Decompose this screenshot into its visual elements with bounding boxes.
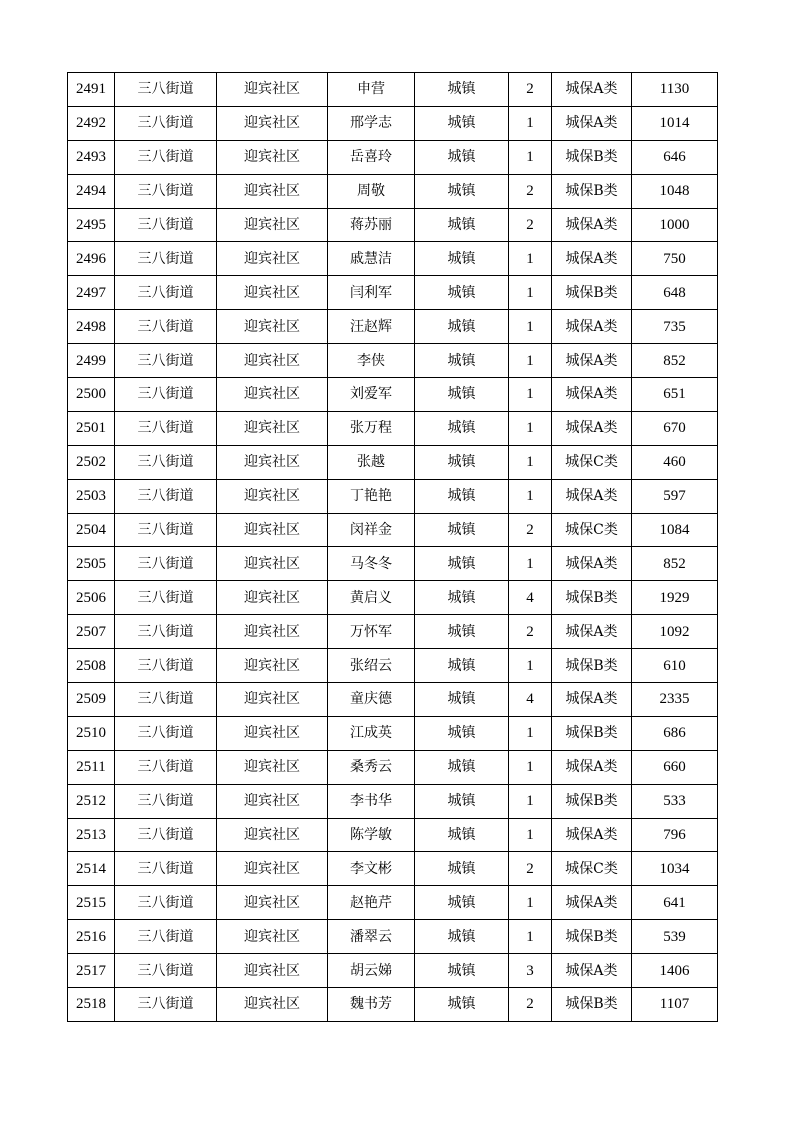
household-type-cell: 城镇 bbox=[415, 242, 509, 276]
community-cell: 迎宾社区 bbox=[217, 445, 328, 479]
insurance-category-cell: 城保B类 bbox=[552, 784, 632, 818]
amount-cell: 533 bbox=[632, 784, 718, 818]
amount-cell: 670 bbox=[632, 411, 718, 445]
amount-cell: 735 bbox=[632, 310, 718, 344]
record-number: 2499 bbox=[68, 344, 115, 378]
member-count-cell: 1 bbox=[509, 445, 552, 479]
member-count-cell: 1 bbox=[509, 140, 552, 174]
household-type-cell: 城镇 bbox=[415, 920, 509, 954]
street-cell: 三八街道 bbox=[115, 886, 217, 920]
community-cell: 迎宾社区 bbox=[217, 310, 328, 344]
household-type-cell: 城镇 bbox=[415, 344, 509, 378]
amount-cell: 1406 bbox=[632, 954, 718, 988]
amount-cell: 1107 bbox=[632, 988, 718, 1022]
table-row bbox=[68, 716, 718, 750]
street-cell: 三八街道 bbox=[115, 818, 217, 852]
amount-cell: 686 bbox=[632, 716, 718, 750]
street-cell: 三八街道 bbox=[115, 547, 217, 581]
records-table bbox=[67, 72, 718, 1022]
insurance-category-cell: 城保A类 bbox=[552, 310, 632, 344]
table-row bbox=[68, 174, 718, 208]
name-cell: 闵祥金 bbox=[328, 513, 415, 547]
name-cell: 李侠 bbox=[328, 344, 415, 378]
record-number: 2494 bbox=[68, 174, 115, 208]
insurance-category-cell: 城保C类 bbox=[552, 445, 632, 479]
household-type-cell: 城镇 bbox=[415, 615, 509, 649]
name-cell: 戚慧洁 bbox=[328, 242, 415, 276]
name-cell: 黄启义 bbox=[328, 581, 415, 615]
community-cell: 迎宾社区 bbox=[217, 716, 328, 750]
record-number: 2501 bbox=[68, 411, 115, 445]
insurance-category-cell: 城保A类 bbox=[552, 886, 632, 920]
street-cell: 三八街道 bbox=[115, 513, 217, 547]
household-type-cell: 城镇 bbox=[415, 513, 509, 547]
table-row bbox=[68, 513, 718, 547]
amount-cell: 1000 bbox=[632, 208, 718, 242]
amount-cell: 610 bbox=[632, 649, 718, 683]
table-row bbox=[68, 378, 718, 412]
name-cell: 丁艳艳 bbox=[328, 479, 415, 513]
household-type-cell: 城镇 bbox=[415, 784, 509, 818]
amount-cell: 1092 bbox=[632, 615, 718, 649]
street-cell: 三八街道 bbox=[115, 988, 217, 1022]
community-cell: 迎宾社区 bbox=[217, 581, 328, 615]
street-cell: 三八街道 bbox=[115, 378, 217, 412]
table-row bbox=[68, 784, 718, 818]
insurance-category-cell: 城保B类 bbox=[552, 716, 632, 750]
table-row bbox=[68, 479, 718, 513]
household-type-cell: 城镇 bbox=[415, 683, 509, 717]
record-number: 2514 bbox=[68, 852, 115, 886]
street-cell: 三八街道 bbox=[115, 242, 217, 276]
name-cell: 刘爱军 bbox=[328, 378, 415, 412]
community-cell: 迎宾社区 bbox=[217, 649, 328, 683]
amount-cell: 539 bbox=[632, 920, 718, 954]
table-row bbox=[68, 649, 718, 683]
household-type-cell: 城镇 bbox=[415, 988, 509, 1022]
member-count-cell: 2 bbox=[509, 852, 552, 886]
name-cell: 江成英 bbox=[328, 716, 415, 750]
member-count-cell: 1 bbox=[509, 242, 552, 276]
community-cell: 迎宾社区 bbox=[217, 818, 328, 852]
member-count-cell: 1 bbox=[509, 479, 552, 513]
record-number: 2498 bbox=[68, 310, 115, 344]
table-row bbox=[68, 988, 718, 1022]
amount-cell: 1084 bbox=[632, 513, 718, 547]
name-cell: 童庆德 bbox=[328, 683, 415, 717]
table-row bbox=[68, 886, 718, 920]
name-cell: 岳喜玲 bbox=[328, 140, 415, 174]
record-number: 2513 bbox=[68, 818, 115, 852]
table-row bbox=[68, 581, 718, 615]
record-number: 2500 bbox=[68, 378, 115, 412]
amount-cell: 1014 bbox=[632, 106, 718, 140]
table-row bbox=[68, 445, 718, 479]
table-row bbox=[68, 310, 718, 344]
insurance-category-cell: 城保A类 bbox=[552, 344, 632, 378]
amount-cell: 641 bbox=[632, 886, 718, 920]
household-type-cell: 城镇 bbox=[415, 378, 509, 412]
household-type-cell: 城镇 bbox=[415, 954, 509, 988]
record-number: 2510 bbox=[68, 716, 115, 750]
name-cell: 魏书芳 bbox=[328, 988, 415, 1022]
insurance-category-cell: 城保A类 bbox=[552, 242, 632, 276]
community-cell: 迎宾社区 bbox=[217, 784, 328, 818]
name-cell: 潘翠云 bbox=[328, 920, 415, 954]
table-row bbox=[68, 547, 718, 581]
table-row bbox=[68, 615, 718, 649]
member-count-cell: 3 bbox=[509, 954, 552, 988]
insurance-category-cell: 城保C类 bbox=[552, 852, 632, 886]
street-cell: 三八街道 bbox=[115, 276, 217, 310]
amount-cell: 660 bbox=[632, 750, 718, 784]
amount-cell: 651 bbox=[632, 378, 718, 412]
member-count-cell: 1 bbox=[509, 649, 552, 683]
amount-cell: 1929 bbox=[632, 581, 718, 615]
insurance-category-cell: 城保A类 bbox=[552, 615, 632, 649]
amount-cell: 2335 bbox=[632, 683, 718, 717]
record-number: 2515 bbox=[68, 886, 115, 920]
name-cell: 闫利军 bbox=[328, 276, 415, 310]
insurance-category-cell: 城保B类 bbox=[552, 276, 632, 310]
community-cell: 迎宾社区 bbox=[217, 886, 328, 920]
community-cell: 迎宾社区 bbox=[217, 73, 328, 107]
table-row bbox=[68, 920, 718, 954]
insurance-category-cell: 城保A类 bbox=[552, 378, 632, 412]
community-cell: 迎宾社区 bbox=[217, 852, 328, 886]
table-row bbox=[68, 818, 718, 852]
street-cell: 三八街道 bbox=[115, 106, 217, 140]
insurance-category-cell: 城保A类 bbox=[552, 750, 632, 784]
community-cell: 迎宾社区 bbox=[217, 411, 328, 445]
member-count-cell: 1 bbox=[509, 547, 552, 581]
community-cell: 迎宾社区 bbox=[217, 920, 328, 954]
records-table-body bbox=[68, 73, 718, 1022]
street-cell: 三八街道 bbox=[115, 683, 217, 717]
record-number: 2497 bbox=[68, 276, 115, 310]
community-cell: 迎宾社区 bbox=[217, 208, 328, 242]
name-cell: 周敬 bbox=[328, 174, 415, 208]
name-cell: 汪赵辉 bbox=[328, 310, 415, 344]
record-number: 2512 bbox=[68, 784, 115, 818]
member-count-cell: 1 bbox=[509, 411, 552, 445]
insurance-category-cell: 城保A类 bbox=[552, 208, 632, 242]
amount-cell: 597 bbox=[632, 479, 718, 513]
insurance-category-cell: 城保B类 bbox=[552, 649, 632, 683]
insurance-category-cell: 城保B类 bbox=[552, 174, 632, 208]
household-type-cell: 城镇 bbox=[415, 886, 509, 920]
name-cell: 邢学志 bbox=[328, 106, 415, 140]
insurance-category-cell: 城保B类 bbox=[552, 920, 632, 954]
insurance-category-cell: 城保A类 bbox=[552, 547, 632, 581]
record-number: 2505 bbox=[68, 547, 115, 581]
record-number: 2491 bbox=[68, 73, 115, 107]
household-type-cell: 城镇 bbox=[415, 818, 509, 852]
table-row bbox=[68, 852, 718, 886]
table-row bbox=[68, 73, 718, 107]
member-count-cell: 2 bbox=[509, 208, 552, 242]
record-number: 2504 bbox=[68, 513, 115, 547]
member-count-cell: 1 bbox=[509, 818, 552, 852]
record-number: 2507 bbox=[68, 615, 115, 649]
amount-cell: 852 bbox=[632, 344, 718, 378]
household-type-cell: 城镇 bbox=[415, 73, 509, 107]
household-type-cell: 城镇 bbox=[415, 310, 509, 344]
member-count-cell: 2 bbox=[509, 615, 552, 649]
table-row bbox=[68, 208, 718, 242]
household-type-cell: 城镇 bbox=[415, 445, 509, 479]
household-type-cell: 城镇 bbox=[415, 208, 509, 242]
insurance-category-cell: 城保C类 bbox=[552, 513, 632, 547]
name-cell: 张越 bbox=[328, 445, 415, 479]
insurance-category-cell: 城保A类 bbox=[552, 479, 632, 513]
insurance-category-cell: 城保A类 bbox=[552, 106, 632, 140]
household-type-cell: 城镇 bbox=[415, 411, 509, 445]
household-type-cell: 城镇 bbox=[415, 750, 509, 784]
record-number: 2502 bbox=[68, 445, 115, 479]
community-cell: 迎宾社区 bbox=[217, 683, 328, 717]
record-number: 2511 bbox=[68, 750, 115, 784]
street-cell: 三八街道 bbox=[115, 920, 217, 954]
community-cell: 迎宾社区 bbox=[217, 954, 328, 988]
name-cell: 赵艳芹 bbox=[328, 886, 415, 920]
street-cell: 三八街道 bbox=[115, 411, 217, 445]
insurance-category-cell: 城保A类 bbox=[552, 954, 632, 988]
member-count-cell: 2 bbox=[509, 73, 552, 107]
name-cell: 桑秀云 bbox=[328, 750, 415, 784]
record-number: 2495 bbox=[68, 208, 115, 242]
record-number: 2496 bbox=[68, 242, 115, 276]
community-cell: 迎宾社区 bbox=[217, 276, 328, 310]
street-cell: 三八街道 bbox=[115, 615, 217, 649]
table-row bbox=[68, 411, 718, 445]
street-cell: 三八街道 bbox=[115, 581, 217, 615]
street-cell: 三八街道 bbox=[115, 310, 217, 344]
community-cell: 迎宾社区 bbox=[217, 479, 328, 513]
amount-cell: 1048 bbox=[632, 174, 718, 208]
community-cell: 迎宾社区 bbox=[217, 513, 328, 547]
record-number: 2503 bbox=[68, 479, 115, 513]
community-cell: 迎宾社区 bbox=[217, 242, 328, 276]
insurance-category-cell: 城保A类 bbox=[552, 73, 632, 107]
amount-cell: 1130 bbox=[632, 73, 718, 107]
community-cell: 迎宾社区 bbox=[217, 988, 328, 1022]
record-number: 2492 bbox=[68, 106, 115, 140]
member-count-cell: 1 bbox=[509, 886, 552, 920]
amount-cell: 1034 bbox=[632, 852, 718, 886]
community-cell: 迎宾社区 bbox=[217, 615, 328, 649]
household-type-cell: 城镇 bbox=[415, 479, 509, 513]
community-cell: 迎宾社区 bbox=[217, 344, 328, 378]
name-cell: 蒋苏丽 bbox=[328, 208, 415, 242]
name-cell: 张绍云 bbox=[328, 649, 415, 683]
amount-cell: 648 bbox=[632, 276, 718, 310]
household-type-cell: 城镇 bbox=[415, 716, 509, 750]
member-count-cell: 1 bbox=[509, 344, 552, 378]
record-number: 2517 bbox=[68, 954, 115, 988]
street-cell: 三八街道 bbox=[115, 479, 217, 513]
insurance-category-cell: 城保A类 bbox=[552, 818, 632, 852]
table-row bbox=[68, 106, 718, 140]
member-count-cell: 1 bbox=[509, 716, 552, 750]
member-count-cell: 1 bbox=[509, 920, 552, 954]
household-type-cell: 城镇 bbox=[415, 106, 509, 140]
member-count-cell: 1 bbox=[509, 106, 552, 140]
record-number: 2506 bbox=[68, 581, 115, 615]
table-row bbox=[68, 242, 718, 276]
name-cell: 申营 bbox=[328, 73, 415, 107]
insurance-category-cell: 城保B类 bbox=[552, 140, 632, 174]
table-row bbox=[68, 140, 718, 174]
community-cell: 迎宾社区 bbox=[217, 378, 328, 412]
household-type-cell: 城镇 bbox=[415, 852, 509, 886]
table-row bbox=[68, 344, 718, 378]
record-number: 2518 bbox=[68, 988, 115, 1022]
insurance-category-cell: 城保A类 bbox=[552, 411, 632, 445]
street-cell: 三八街道 bbox=[115, 73, 217, 107]
member-count-cell: 1 bbox=[509, 378, 552, 412]
table-row bbox=[68, 276, 718, 310]
member-count-cell: 4 bbox=[509, 683, 552, 717]
household-type-cell: 城镇 bbox=[415, 174, 509, 208]
name-cell: 李文彬 bbox=[328, 852, 415, 886]
name-cell: 胡云娣 bbox=[328, 954, 415, 988]
household-type-cell: 城镇 bbox=[415, 547, 509, 581]
street-cell: 三八街道 bbox=[115, 716, 217, 750]
street-cell: 三八街道 bbox=[115, 852, 217, 886]
street-cell: 三八街道 bbox=[115, 784, 217, 818]
record-number: 2509 bbox=[68, 683, 115, 717]
amount-cell: 460 bbox=[632, 445, 718, 479]
record-number: 2508 bbox=[68, 649, 115, 683]
member-count-cell: 1 bbox=[509, 750, 552, 784]
member-count-cell: 1 bbox=[509, 310, 552, 344]
member-count-cell: 4 bbox=[509, 581, 552, 615]
street-cell: 三八街道 bbox=[115, 174, 217, 208]
amount-cell: 796 bbox=[632, 818, 718, 852]
member-count-cell: 2 bbox=[509, 988, 552, 1022]
name-cell: 陈学敏 bbox=[328, 818, 415, 852]
street-cell: 三八街道 bbox=[115, 208, 217, 242]
member-count-cell: 1 bbox=[509, 276, 552, 310]
household-type-cell: 城镇 bbox=[415, 649, 509, 683]
member-count-cell: 2 bbox=[509, 174, 552, 208]
name-cell: 马冬冬 bbox=[328, 547, 415, 581]
amount-cell: 852 bbox=[632, 547, 718, 581]
community-cell: 迎宾社区 bbox=[217, 140, 328, 174]
household-type-cell: 城镇 bbox=[415, 581, 509, 615]
name-cell: 张万程 bbox=[328, 411, 415, 445]
name-cell: 万怀军 bbox=[328, 615, 415, 649]
street-cell: 三八街道 bbox=[115, 750, 217, 784]
table-row bbox=[68, 750, 718, 784]
table-row bbox=[68, 683, 718, 717]
member-count-cell: 1 bbox=[509, 784, 552, 818]
table-row bbox=[68, 954, 718, 988]
street-cell: 三八街道 bbox=[115, 649, 217, 683]
record-number: 2493 bbox=[68, 140, 115, 174]
street-cell: 三八街道 bbox=[115, 445, 217, 479]
record-number: 2516 bbox=[68, 920, 115, 954]
community-cell: 迎宾社区 bbox=[217, 174, 328, 208]
insurance-category-cell: 城保A类 bbox=[552, 683, 632, 717]
insurance-category-cell: 城保B类 bbox=[552, 988, 632, 1022]
amount-cell: 750 bbox=[632, 242, 718, 276]
member-count-cell: 2 bbox=[509, 513, 552, 547]
insurance-category-cell: 城保B类 bbox=[552, 581, 632, 615]
community-cell: 迎宾社区 bbox=[217, 106, 328, 140]
community-cell: 迎宾社区 bbox=[217, 547, 328, 581]
community-cell: 迎宾社区 bbox=[217, 750, 328, 784]
street-cell: 三八街道 bbox=[115, 344, 217, 378]
street-cell: 三八街道 bbox=[115, 954, 217, 988]
street-cell: 三八街道 bbox=[115, 140, 217, 174]
household-type-cell: 城镇 bbox=[415, 276, 509, 310]
household-type-cell: 城镇 bbox=[415, 140, 509, 174]
name-cell: 李书华 bbox=[328, 784, 415, 818]
amount-cell: 646 bbox=[632, 140, 718, 174]
